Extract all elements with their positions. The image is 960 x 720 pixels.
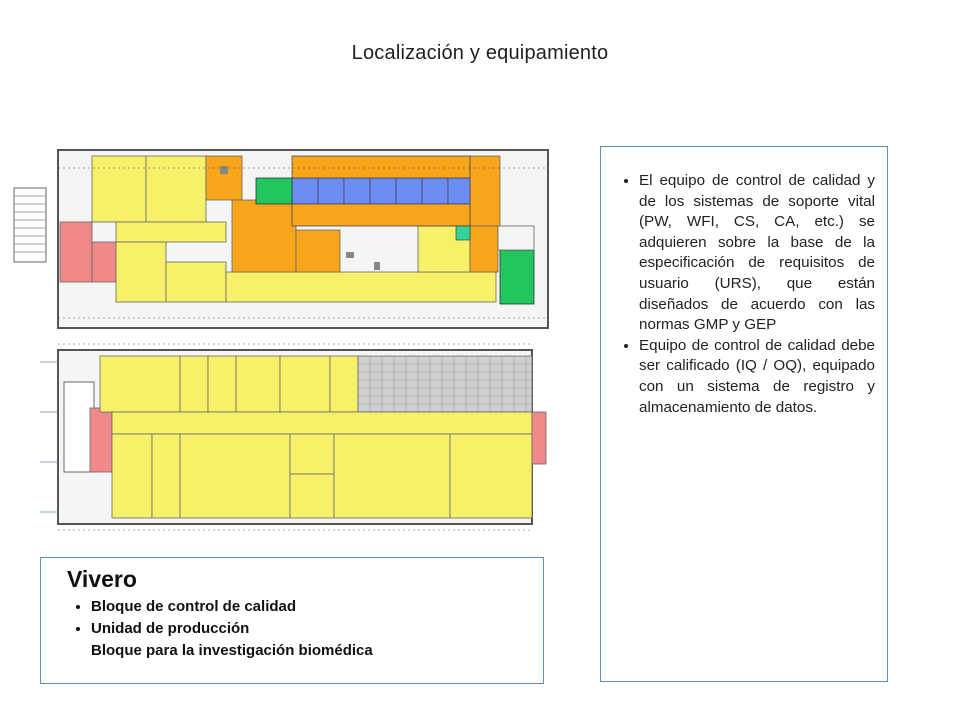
info-box [600, 146, 888, 682]
vivero-item-biomedical: Bloque para la investigación biomédica [91, 642, 373, 659]
vivero-title: Vivero [67, 566, 137, 592]
vivero-box [40, 557, 544, 684]
slide-title: Localización y equipamiento [351, 42, 609, 64]
upper-floor-plan [14, 150, 548, 328]
info-item-qualification: • Equipo de control de calidad debe ser calificado (IQ / OQ), equipado con un sistema de registro y almacenamiento de datos. [639, 336, 875, 418]
floor-plan-image [10, 122, 550, 542]
info-list [617, 171, 875, 418]
lower-floor-plan [40, 344, 546, 530]
info-item-urs: • El equipo de control de calidad y de los sistemas de soporte vital (PW, WFI, CS, CA, etc.) se adquieren sobre la base de la especificación de requisitos de usuario (URS), que están diseñados de acuerdo con las normas GMP y GEP [639, 171, 875, 336]
vivero-item-production [91, 618, 373, 662]
vivero-list [55, 596, 373, 662]
vivero-item-production-label: Unidad de producción [91, 620, 250, 637]
vivero-item-quality-control: • Bloque de control de calidad [91, 596, 373, 618]
